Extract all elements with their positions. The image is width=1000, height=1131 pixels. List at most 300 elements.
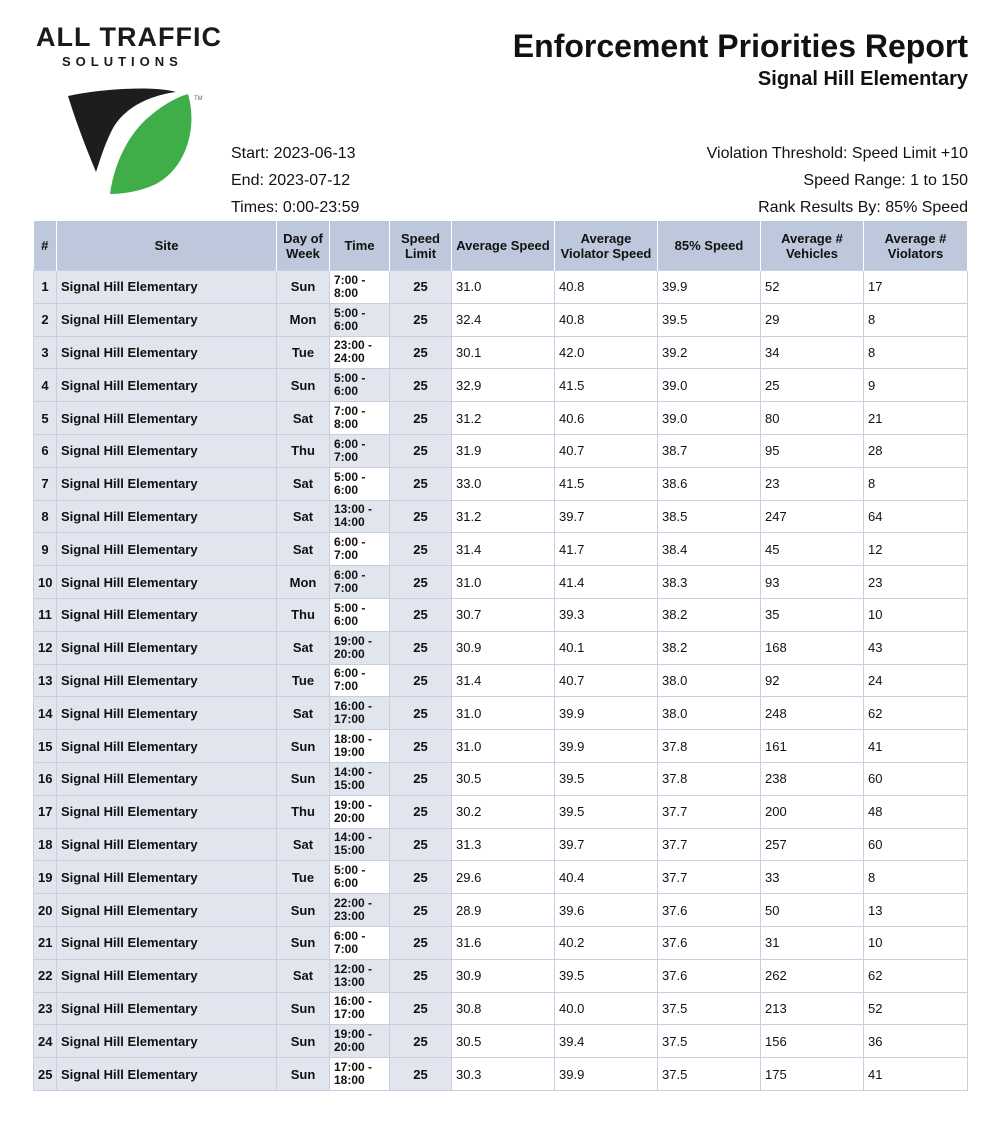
col-85-speed: 85% Speed bbox=[658, 221, 761, 271]
average-violators-cell: 64 bbox=[864, 500, 968, 533]
average-violators-cell: 8 bbox=[864, 467, 968, 500]
rank-cell: 12 bbox=[34, 631, 57, 664]
speed-limit-cell: 25 bbox=[390, 566, 452, 599]
day-cell: Sat bbox=[277, 533, 330, 566]
speed-limit-cell: 25 bbox=[390, 828, 452, 861]
col-rank: # bbox=[34, 221, 57, 271]
average-speed-cell: 30.2 bbox=[452, 795, 555, 828]
rank-cell: 16 bbox=[34, 762, 57, 795]
average-vehicles-cell: 247 bbox=[761, 500, 864, 533]
speed-limit-cell: 25 bbox=[390, 303, 452, 336]
table-row bbox=[34, 730, 968, 763]
average-violators-cell: 12 bbox=[864, 533, 968, 566]
average-violators-cell: 8 bbox=[864, 303, 968, 336]
table-row bbox=[34, 598, 968, 631]
average-violator-speed-cell: 39.5 bbox=[555, 959, 658, 992]
col-time: Time bbox=[330, 221, 390, 271]
average-violators-cell: 8 bbox=[864, 861, 968, 894]
average-vehicles-cell: 50 bbox=[761, 894, 864, 927]
average-violators-cell: 13 bbox=[864, 894, 968, 927]
rank-cell: 24 bbox=[34, 1025, 57, 1058]
average-violator-speed-cell: 40.7 bbox=[555, 434, 658, 467]
table-row bbox=[34, 566, 968, 599]
table-row bbox=[34, 664, 968, 697]
average-vehicles-cell: 35 bbox=[761, 598, 864, 631]
time-cell: 12:00 - 13:00 bbox=[330, 959, 390, 992]
site-cell: Signal Hill Elementary bbox=[57, 828, 277, 861]
average-vehicles-cell: 29 bbox=[761, 303, 864, 336]
site-cell: Signal Hill Elementary bbox=[57, 336, 277, 369]
average-speed-cell: 28.9 bbox=[452, 894, 555, 927]
average-vehicles-cell: 257 bbox=[761, 828, 864, 861]
average-vehicles-cell: 213 bbox=[761, 992, 864, 1025]
time-cell: 18:00 - 19:00 bbox=[330, 730, 390, 763]
average-violators-cell: 48 bbox=[864, 795, 968, 828]
day-cell: Sun bbox=[277, 730, 330, 763]
rank-cell: 18 bbox=[34, 828, 57, 861]
report-subtitle: Signal Hill Elementary bbox=[757, 68, 968, 90]
time-cell: 23:00 - 24:00 bbox=[330, 336, 390, 369]
average-vehicles-cell: 45 bbox=[761, 533, 864, 566]
average-speed-cell: 30.3 bbox=[452, 1058, 555, 1091]
speed-85-cell: 39.9 bbox=[658, 271, 761, 304]
site-cell: Signal Hill Elementary bbox=[57, 795, 277, 828]
speed-85-cell: 38.6 bbox=[658, 467, 761, 500]
day-cell: Sun bbox=[277, 926, 330, 959]
day-cell: Mon bbox=[277, 566, 330, 599]
average-violator-speed-cell: 39.6 bbox=[555, 894, 658, 927]
day-cell: Sat bbox=[277, 631, 330, 664]
average-speed-cell: 30.7 bbox=[452, 598, 555, 631]
trademark-mark: TM bbox=[194, 96, 203, 102]
table-row bbox=[34, 1058, 968, 1091]
speed-85-cell: 37.8 bbox=[658, 730, 761, 763]
rank-cell: 5 bbox=[34, 402, 57, 435]
average-speed-cell: 32.4 bbox=[452, 303, 555, 336]
time-cell: 19:00 - 20:00 bbox=[330, 795, 390, 828]
average-speed-cell: 30.9 bbox=[452, 959, 555, 992]
speed-85-cell: 38.2 bbox=[658, 598, 761, 631]
site-cell: Signal Hill Elementary bbox=[57, 1058, 277, 1091]
average-speed-cell: 31.0 bbox=[452, 271, 555, 304]
day-cell: Tue bbox=[277, 861, 330, 894]
speed-limit-cell: 25 bbox=[390, 598, 452, 631]
day-cell: Tue bbox=[277, 336, 330, 369]
col-average-violators: Average # Violators bbox=[864, 221, 968, 271]
day-cell: Thu bbox=[277, 795, 330, 828]
col-speed-limit: Speed Limit bbox=[390, 221, 452, 271]
site-cell: Signal Hill Elementary bbox=[57, 500, 277, 533]
speed-limit-cell: 25 bbox=[390, 631, 452, 664]
day-cell: Mon bbox=[277, 303, 330, 336]
speed-85-cell: 38.7 bbox=[658, 434, 761, 467]
rank-cell: 17 bbox=[34, 795, 57, 828]
average-violator-speed-cell: 39.4 bbox=[555, 1025, 658, 1058]
average-violators-cell: 62 bbox=[864, 697, 968, 730]
speed-85-cell: 37.6 bbox=[658, 894, 761, 927]
speed-limit-cell: 25 bbox=[390, 1058, 452, 1091]
speed-limit-cell: 25 bbox=[390, 926, 452, 959]
speed-limit-cell: 25 bbox=[390, 402, 452, 435]
average-violator-speed-cell: 39.9 bbox=[555, 697, 658, 730]
speed-limit-cell: 25 bbox=[390, 959, 452, 992]
rank-cell: 4 bbox=[34, 369, 57, 402]
site-cell: Signal Hill Elementary bbox=[57, 664, 277, 697]
day-cell: Sat bbox=[277, 467, 330, 500]
average-violator-speed-cell: 41.5 bbox=[555, 369, 658, 402]
average-violators-cell: 28 bbox=[864, 434, 968, 467]
time-cell: 16:00 - 17:00 bbox=[330, 992, 390, 1025]
site-cell: Signal Hill Elementary bbox=[57, 369, 277, 402]
site-cell: Signal Hill Elementary bbox=[57, 271, 277, 304]
col-day: Day of Week bbox=[277, 221, 330, 271]
average-violator-speed-cell: 40.1 bbox=[555, 631, 658, 664]
average-violators-cell: 17 bbox=[864, 271, 968, 304]
rank-cell: 10 bbox=[34, 566, 57, 599]
brand-name: ALL TRAFFIC bbox=[36, 22, 222, 52]
rank-cell: 6 bbox=[34, 434, 57, 467]
table-row bbox=[34, 500, 968, 533]
priorities-table bbox=[33, 221, 968, 1091]
rank-cell: 19 bbox=[34, 861, 57, 894]
average-violators-cell: 10 bbox=[864, 926, 968, 959]
site-cell: Signal Hill Elementary bbox=[57, 1025, 277, 1058]
rank-cell: 21 bbox=[34, 926, 57, 959]
rank-cell: 15 bbox=[34, 730, 57, 763]
average-violator-speed-cell: 40.6 bbox=[555, 402, 658, 435]
speed-limit-cell: 25 bbox=[390, 894, 452, 927]
time-cell: 19:00 - 20:00 bbox=[330, 631, 390, 664]
average-speed-cell: 30.5 bbox=[452, 1025, 555, 1058]
speed-limit-cell: 25 bbox=[390, 500, 452, 533]
speed-85-cell: 37.5 bbox=[658, 992, 761, 1025]
site-cell: Signal Hill Elementary bbox=[57, 402, 277, 435]
average-violators-cell: 60 bbox=[864, 828, 968, 861]
average-vehicles-cell: 80 bbox=[761, 402, 864, 435]
speed-85-cell: 38.3 bbox=[658, 566, 761, 599]
average-vehicles-cell: 23 bbox=[761, 467, 864, 500]
time-cell: 17:00 - 18:00 bbox=[330, 1058, 390, 1091]
time-cell: 16:00 - 17:00 bbox=[330, 697, 390, 730]
average-speed-cell: 30.8 bbox=[452, 992, 555, 1025]
speed-85-cell: 37.7 bbox=[658, 795, 761, 828]
site-cell: Signal Hill Elementary bbox=[57, 631, 277, 664]
average-violator-speed-cell: 41.4 bbox=[555, 566, 658, 599]
average-vehicles-cell: 34 bbox=[761, 336, 864, 369]
speed-85-cell: 37.6 bbox=[658, 959, 761, 992]
rank-cell: 3 bbox=[34, 336, 57, 369]
rank-cell: 20 bbox=[34, 894, 57, 927]
average-violator-speed-cell: 41.5 bbox=[555, 467, 658, 500]
table-row bbox=[34, 926, 968, 959]
average-violators-cell: 43 bbox=[864, 631, 968, 664]
speed-limit-cell: 25 bbox=[390, 1025, 452, 1058]
average-vehicles-cell: 31 bbox=[761, 926, 864, 959]
table-row bbox=[34, 795, 968, 828]
average-speed-cell: 30.1 bbox=[452, 336, 555, 369]
speed-limit-cell: 25 bbox=[390, 730, 452, 763]
table-row bbox=[34, 894, 968, 927]
average-violators-cell: 62 bbox=[864, 959, 968, 992]
rank-cell: 25 bbox=[34, 1058, 57, 1091]
day-cell: Sun bbox=[277, 1058, 330, 1091]
table-row bbox=[34, 369, 968, 402]
average-violator-speed-cell: 39.5 bbox=[555, 795, 658, 828]
average-violators-cell: 23 bbox=[864, 566, 968, 599]
speed-limit-cell: 25 bbox=[390, 369, 452, 402]
site-cell: Signal Hill Elementary bbox=[57, 434, 277, 467]
time-cell: 6:00 - 7:00 bbox=[330, 926, 390, 959]
average-vehicles-cell: 168 bbox=[761, 631, 864, 664]
day-cell: Sat bbox=[277, 402, 330, 435]
site-cell: Signal Hill Elementary bbox=[57, 861, 277, 894]
site-cell: Signal Hill Elementary bbox=[57, 598, 277, 631]
average-violators-cell: 60 bbox=[864, 762, 968, 795]
time-cell: 6:00 - 7:00 bbox=[330, 434, 390, 467]
average-vehicles-cell: 95 bbox=[761, 434, 864, 467]
average-violator-speed-cell: 42.0 bbox=[555, 336, 658, 369]
average-vehicles-cell: 161 bbox=[761, 730, 864, 763]
average-violator-speed-cell: 40.8 bbox=[555, 303, 658, 336]
average-violator-speed-cell: 40.0 bbox=[555, 992, 658, 1025]
speed-85-cell: 39.5 bbox=[658, 303, 761, 336]
average-violator-speed-cell: 39.7 bbox=[555, 828, 658, 861]
average-violator-speed-cell: 40.8 bbox=[555, 271, 658, 304]
day-cell: Sun bbox=[277, 1025, 330, 1058]
average-violators-cell: 24 bbox=[864, 664, 968, 697]
day-cell: Sat bbox=[277, 697, 330, 730]
average-speed-cell: 31.0 bbox=[452, 730, 555, 763]
table-row bbox=[34, 697, 968, 730]
time-cell: 5:00 - 6:00 bbox=[330, 467, 390, 500]
average-speed-cell: 30.9 bbox=[452, 631, 555, 664]
site-cell: Signal Hill Elementary bbox=[57, 926, 277, 959]
average-speed-cell: 31.6 bbox=[452, 926, 555, 959]
time-cell: 6:00 - 7:00 bbox=[330, 566, 390, 599]
day-cell: Tue bbox=[277, 664, 330, 697]
average-violators-cell: 8 bbox=[864, 336, 968, 369]
average-violator-speed-cell: 39.9 bbox=[555, 1058, 658, 1091]
speed-85-cell: 38.5 bbox=[658, 500, 761, 533]
average-violators-cell: 52 bbox=[864, 992, 968, 1025]
rank-cell: 23 bbox=[34, 992, 57, 1025]
time-cell: 7:00 - 8:00 bbox=[330, 402, 390, 435]
day-cell: Sun bbox=[277, 894, 330, 927]
speed-85-cell: 39.0 bbox=[658, 369, 761, 402]
average-vehicles-cell: 248 bbox=[761, 697, 864, 730]
average-speed-cell: 33.0 bbox=[452, 467, 555, 500]
average-vehicles-cell: 262 bbox=[761, 959, 864, 992]
rank-cell: 9 bbox=[34, 533, 57, 566]
average-vehicles-cell: 33 bbox=[761, 861, 864, 894]
average-violator-speed-cell: 40.4 bbox=[555, 861, 658, 894]
day-cell: Sat bbox=[277, 959, 330, 992]
rank-cell: 13 bbox=[34, 664, 57, 697]
site-cell: Signal Hill Elementary bbox=[57, 730, 277, 763]
start-date: Start: 2023-06-13 bbox=[231, 145, 356, 162]
site-cell: Signal Hill Elementary bbox=[57, 959, 277, 992]
speed-limit-cell: 25 bbox=[390, 697, 452, 730]
speed-85-cell: 37.7 bbox=[658, 828, 761, 861]
time-cell: 5:00 - 6:00 bbox=[330, 303, 390, 336]
speed-limit-cell: 25 bbox=[390, 762, 452, 795]
time-cell: 14:00 - 15:00 bbox=[330, 762, 390, 795]
average-vehicles-cell: 52 bbox=[761, 271, 864, 304]
speed-limit-cell: 25 bbox=[390, 467, 452, 500]
table-row bbox=[34, 402, 968, 435]
time-cell: 6:00 - 7:00 bbox=[330, 533, 390, 566]
speed-85-cell: 39.0 bbox=[658, 402, 761, 435]
site-cell: Signal Hill Elementary bbox=[57, 566, 277, 599]
table-row bbox=[34, 271, 968, 304]
end-date: End: 2023-07-12 bbox=[231, 172, 351, 189]
table-row bbox=[34, 467, 968, 500]
day-cell: Thu bbox=[277, 434, 330, 467]
speed-85-cell: 37.5 bbox=[658, 1025, 761, 1058]
day-cell: Sun bbox=[277, 369, 330, 402]
table-row bbox=[34, 762, 968, 795]
average-speed-cell: 30.5 bbox=[452, 762, 555, 795]
speed-limit-cell: 25 bbox=[390, 533, 452, 566]
rank-cell: 2 bbox=[34, 303, 57, 336]
average-violators-cell: 10 bbox=[864, 598, 968, 631]
average-violator-speed-cell: 39.9 bbox=[555, 730, 658, 763]
day-cell: Sat bbox=[277, 828, 330, 861]
speed-85-cell: 38.0 bbox=[658, 664, 761, 697]
rank-cell: 8 bbox=[34, 500, 57, 533]
average-violator-speed-cell: 39.3 bbox=[555, 598, 658, 631]
day-cell: Sat bbox=[277, 500, 330, 533]
rank-cell: 22 bbox=[34, 959, 57, 992]
time-cell: 13:00 - 14:00 bbox=[330, 500, 390, 533]
average-speed-cell: 31.4 bbox=[452, 664, 555, 697]
time-cell: 5:00 - 6:00 bbox=[330, 369, 390, 402]
time-cell: 19:00 - 20:00 bbox=[330, 1025, 390, 1058]
table-row bbox=[34, 861, 968, 894]
site-cell: Signal Hill Elementary bbox=[57, 533, 277, 566]
average-speed-cell: 31.4 bbox=[452, 533, 555, 566]
site-cell: Signal Hill Elementary bbox=[57, 992, 277, 1025]
table-row bbox=[34, 434, 968, 467]
speed-85-cell: 38.4 bbox=[658, 533, 761, 566]
average-speed-cell: 31.9 bbox=[452, 434, 555, 467]
violation-threshold: Violation Threshold: Speed Limit +10 bbox=[706, 145, 968, 162]
speed-limit-cell: 25 bbox=[390, 664, 452, 697]
table-row bbox=[34, 959, 968, 992]
average-violators-cell: 9 bbox=[864, 369, 968, 402]
average-speed-cell: 31.2 bbox=[452, 402, 555, 435]
rank-by: Rank Results By: 85% Speed bbox=[758, 199, 968, 216]
time-cell: 22:00 - 23:00 bbox=[330, 894, 390, 927]
average-speed-cell: 31.3 bbox=[452, 828, 555, 861]
table-row bbox=[34, 303, 968, 336]
average-vehicles-cell: 25 bbox=[761, 369, 864, 402]
col-average-violator-speed: Average Violator Speed bbox=[555, 221, 658, 271]
average-speed-cell: 31.2 bbox=[452, 500, 555, 533]
speed-85-cell: 39.2 bbox=[658, 336, 761, 369]
average-vehicles-cell: 93 bbox=[761, 566, 864, 599]
site-cell: Signal Hill Elementary bbox=[57, 697, 277, 730]
speed-limit-cell: 25 bbox=[390, 271, 452, 304]
speed-limit-cell: 25 bbox=[390, 336, 452, 369]
table-row bbox=[34, 1025, 968, 1058]
speed-85-cell: 37.5 bbox=[658, 1058, 761, 1091]
date-range bbox=[231, 140, 359, 221]
table-row bbox=[34, 992, 968, 1025]
table-header-row bbox=[34, 221, 968, 271]
day-cell: Sun bbox=[277, 271, 330, 304]
average-violator-speed-cell: 39.7 bbox=[555, 500, 658, 533]
speed-limit-cell: 25 bbox=[390, 861, 452, 894]
speed-limit-cell: 25 bbox=[390, 434, 452, 467]
speed-range: Speed Range: 1 to 150 bbox=[803, 172, 968, 189]
rank-cell: 11 bbox=[34, 598, 57, 631]
average-violator-speed-cell: 39.5 bbox=[555, 762, 658, 795]
table-body bbox=[34, 271, 968, 1091]
average-vehicles-cell: 200 bbox=[761, 795, 864, 828]
time-cell: 5:00 - 6:00 bbox=[330, 861, 390, 894]
average-violators-cell: 41 bbox=[864, 1058, 968, 1091]
average-violator-speed-cell: 40.2 bbox=[555, 926, 658, 959]
speed-limit-cell: 25 bbox=[390, 795, 452, 828]
day-cell: Sun bbox=[277, 992, 330, 1025]
time-cell: 7:00 - 8:00 bbox=[330, 271, 390, 304]
col-average-vehicles: Average # Vehicles bbox=[761, 221, 864, 271]
average-vehicles-cell: 175 bbox=[761, 1058, 864, 1091]
table-row bbox=[34, 336, 968, 369]
average-violators-cell: 36 bbox=[864, 1025, 968, 1058]
time-window: Times: 0:00-23:59 bbox=[231, 199, 360, 216]
average-vehicles-cell: 92 bbox=[761, 664, 864, 697]
speed-85-cell: 38.2 bbox=[658, 631, 761, 664]
rank-cell: 14 bbox=[34, 697, 57, 730]
average-violator-speed-cell: 41.7 bbox=[555, 533, 658, 566]
report-title: Enforcement Priorities Report bbox=[512, 28, 968, 64]
brand-tagline: SOLUTIONS bbox=[62, 54, 183, 69]
average-speed-cell: 31.0 bbox=[452, 566, 555, 599]
site-cell: Signal Hill Elementary bbox=[57, 303, 277, 336]
day-cell: Sun bbox=[277, 762, 330, 795]
average-speed-cell: 31.0 bbox=[452, 697, 555, 730]
average-speed-cell: 32.9 bbox=[452, 369, 555, 402]
average-violators-cell: 21 bbox=[864, 402, 968, 435]
table-row bbox=[34, 828, 968, 861]
day-cell: Thu bbox=[277, 598, 330, 631]
site-cell: Signal Hill Elementary bbox=[57, 467, 277, 500]
rank-cell: 1 bbox=[34, 271, 57, 304]
site-cell: Signal Hill Elementary bbox=[57, 762, 277, 795]
speed-85-cell: 37.7 bbox=[658, 861, 761, 894]
average-speed-cell: 29.6 bbox=[452, 861, 555, 894]
rank-cell: 7 bbox=[34, 467, 57, 500]
time-cell: 14:00 - 15:00 bbox=[330, 828, 390, 861]
table-row bbox=[34, 631, 968, 664]
report-settings bbox=[707, 140, 968, 221]
average-violator-speed-cell: 40.7 bbox=[555, 664, 658, 697]
speed-85-cell: 37.6 bbox=[658, 926, 761, 959]
time-cell: 6:00 - 7:00 bbox=[330, 664, 390, 697]
site-cell: Signal Hill Elementary bbox=[57, 894, 277, 927]
time-cell: 5:00 - 6:00 bbox=[330, 598, 390, 631]
average-vehicles-cell: 238 bbox=[761, 762, 864, 795]
average-violators-cell: 41 bbox=[864, 730, 968, 763]
table-row bbox=[34, 533, 968, 566]
col-average-speed: Average Speed bbox=[452, 221, 555, 271]
speed-85-cell: 37.8 bbox=[658, 762, 761, 795]
average-vehicles-cell: 156 bbox=[761, 1025, 864, 1058]
speed-85-cell: 38.0 bbox=[658, 697, 761, 730]
logo-leaf-icon bbox=[66, 88, 206, 196]
